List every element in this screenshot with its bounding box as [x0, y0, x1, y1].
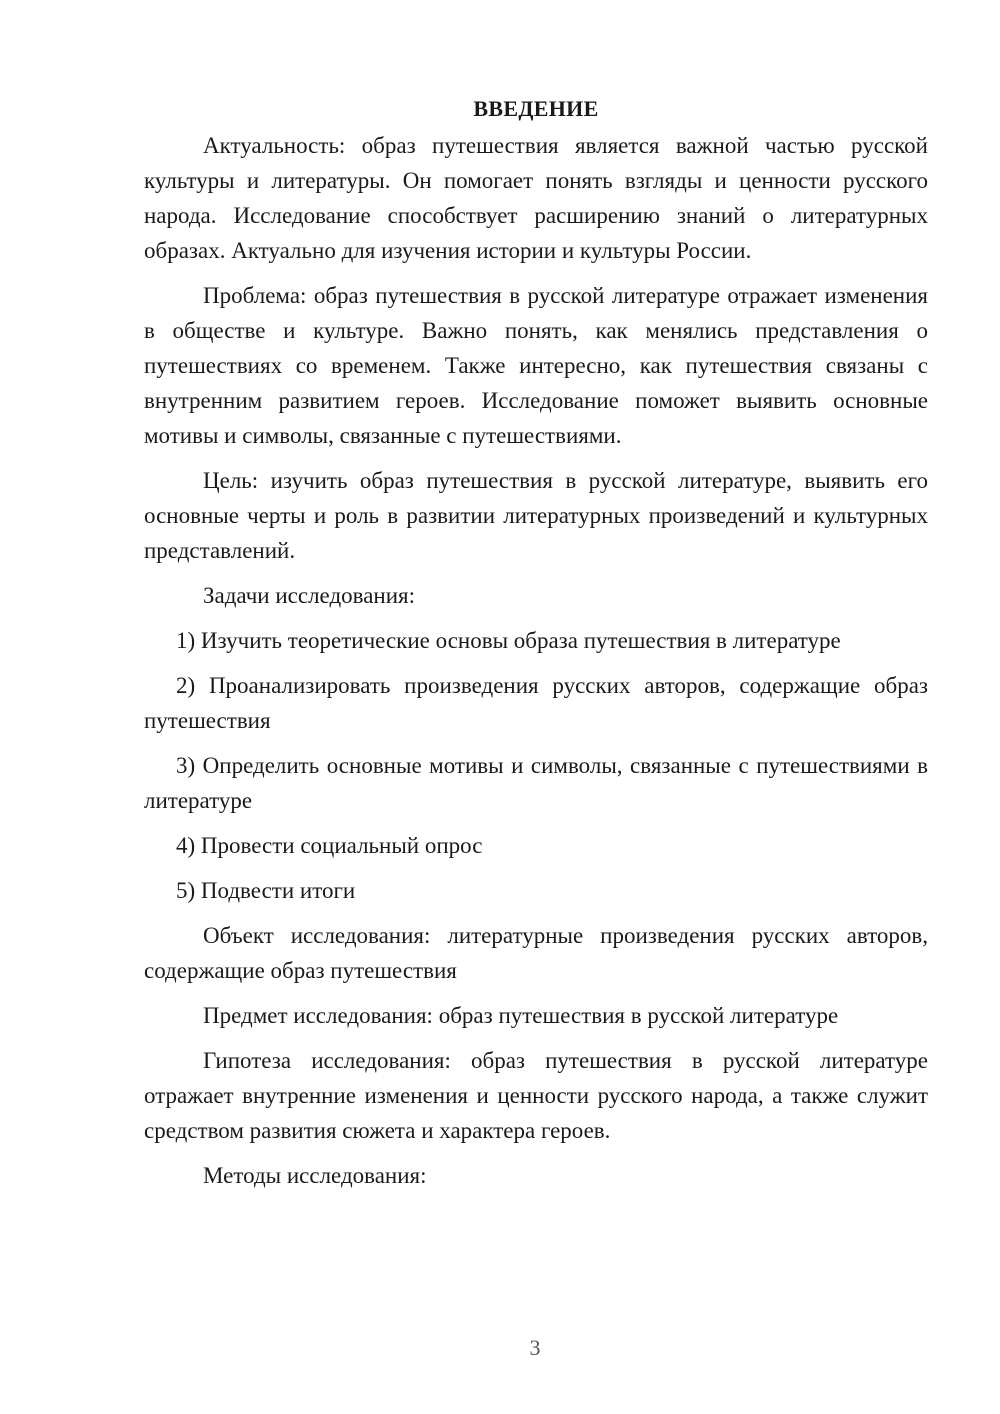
task-item: 3) Определить основные мотивы и символы, связанные с путешествиями в литературе	[144, 753, 928, 813]
task-item: 4) Провести социальный опрос	[176, 833, 483, 858]
section-heading: ВВЕДЕНИЕ	[473, 96, 599, 121]
methods-title: Методы исследования:	[203, 1163, 427, 1188]
goal-paragraph: Цель: изучить образ путешествия в русской литературе, выявить его основные черты и роль в развитии литературных произведений и культурных представлений.	[144, 468, 928, 563]
relevance-paragraph: Актуальность: образ путешествия является важной частью русской культуры и литературы. Он помогает понять взгляды и ценности русского народа. Исследование способствует расширению знаний о литературных образах. Актуально для изучения истории и культуры России.	[144, 133, 928, 263]
task-item: 1) Изучить теоретические основы образа путешествия в литературе	[176, 628, 841, 653]
object-paragraph: Объект исследования: литературные произведения русских авторов, содержащие образ путешествия	[144, 923, 928, 983]
page-number: 3	[529, 1335, 541, 1360]
tasks-title: Задачи исследования:	[203, 583, 416, 608]
problem-paragraph: Проблема: образ путешествия в русской литературе отражает изменения в обществе и культуре. Важно понять, как менялись представления о путешествиях со временем. Также интересно, как путешествия связаны с внутренним развитием героев. Исследование поможет выявить основные мотивы и символы, связанные с путешествиями.	[144, 283, 928, 448]
hypothesis-paragraph: Гипотеза исследования: образ путешествия в русской литературе отражает внутренние изменения и ценности русского народа, а также служит средством развития сюжета и характера героев.	[144, 1048, 928, 1143]
subject-paragraph: Предмет исследования: образ путешествия в русской литературе	[203, 1003, 839, 1028]
task-item: 2) Проанализировать произведения русских авторов, содержащие образ путешествия	[144, 673, 928, 733]
page-content	[144, 92, 928, 1203]
task-item: 5) Подвести итоги	[176, 878, 356, 903]
